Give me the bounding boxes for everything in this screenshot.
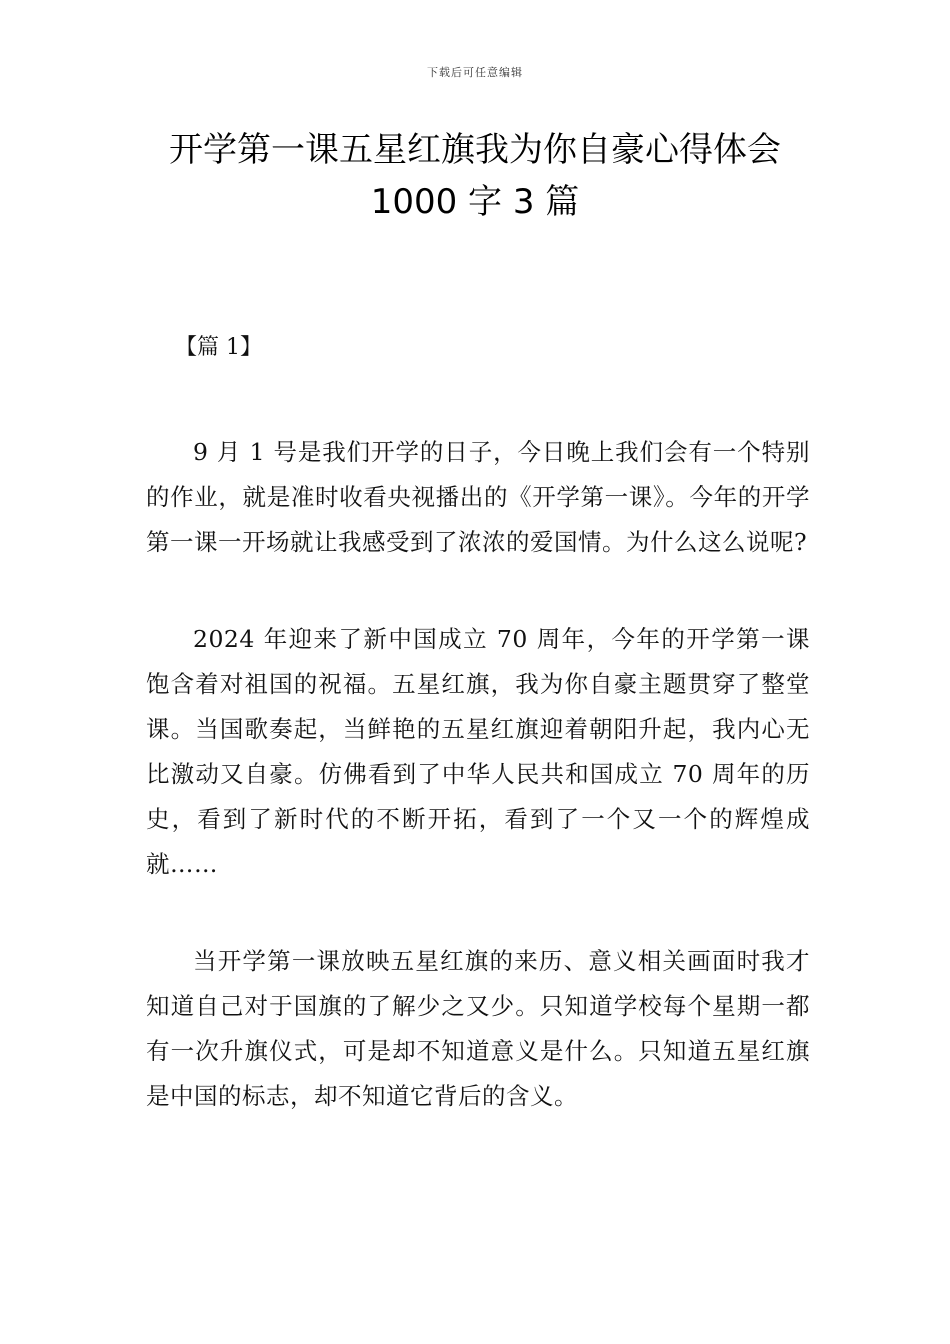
paragraph-2: 2024 年迎来了新中国成立 70 周年，今年的开学第一课饱含着对祖国的祝福。五星红旗，我为你自豪主题贯穿了整堂课。当国歌奏起，当鲜艳的五星红旗迎着朝阳升起，我内心无比激动又自豪。仿佛看到了中华人民共和国成立 70 周年的历史，看到了新时代的不断开拓，看到了一个又一个的辉煌成就…… (146, 625, 810, 878)
header-note: 下载后可任意编辑 (427, 66, 523, 79)
paragraph-3: 当开学第一课放映五星红旗的来历、意义相关画面时我才知道自己对于国旗的了解少之又少。只知道学校每个星期一都有一次升旗仪式，可是却不知道意义是什么。只知道五星红旗是中国的标志，却不知道它背后的含义。 (146, 947, 810, 1110)
document-title (120, 124, 830, 228)
title-line-2: 1000 字 3 篇 (370, 182, 580, 222)
title-line-1: 开学第一课五星红旗我为你自豪心得体会 (169, 130, 781, 170)
section-label: 【篇 1】 (175, 335, 262, 360)
document-body (146, 430, 810, 1171)
paragraph-1: 9 月 1 号是我们开学的日子，今日晚上我们会有一个特别的作业，就是准时收看央视播出的《开学第一课》。今年的开学第一课一开场就让我感受到了浓浓的爱国情。为什么这么说呢? (146, 438, 810, 556)
